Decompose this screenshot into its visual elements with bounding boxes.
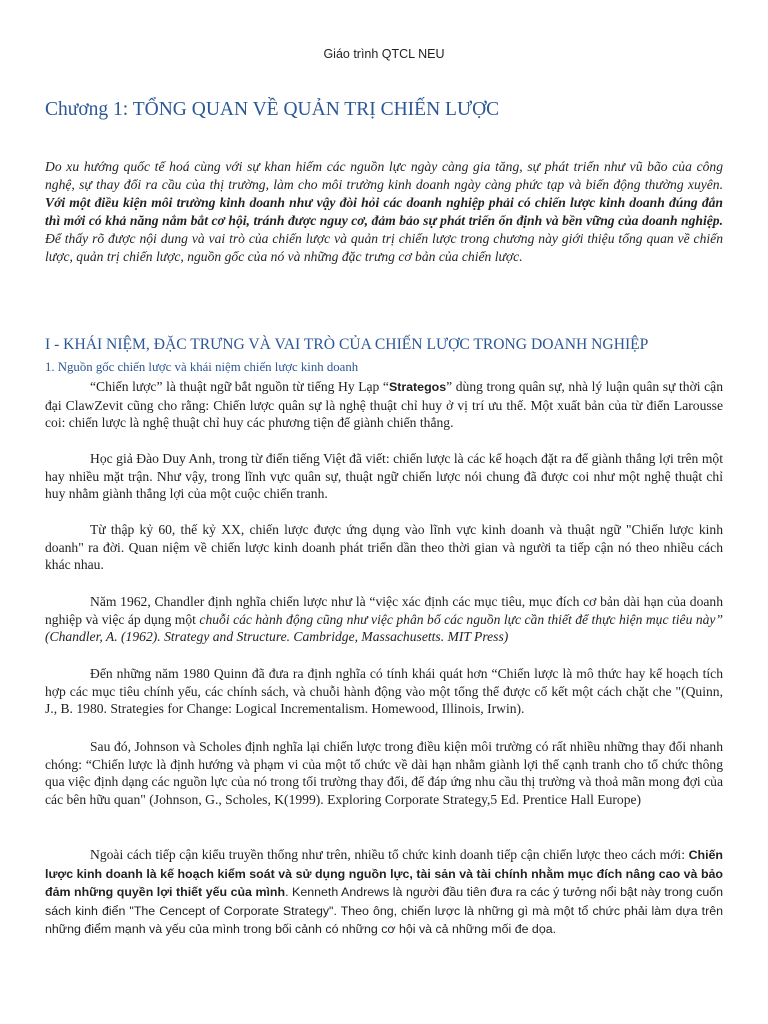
- intro-text-2: Để thấy rõ được nội dung và vai trò của chiến lược và quản trị chiến lược trong chương này giới thiệu tổng quan về chiến lược, quản trị chiến lược, nguồn gốc của nó và những đặc trưng cơ bản của chiến lược.: [45, 231, 723, 264]
- paragraph-4: [45, 593, 723, 646]
- p4-text-a: Năm 1962, Chandler định nghĩa chiến lược như là “việc xác định các mục tiêu, mục đích cơ bản dài hạn của doanh nghiệp và việc áp dụng một: [45, 594, 723, 627]
- paragraph-3: Từ thập kỷ 60, thế kỷ XX, chiến lược được ứng dụng vào lĩnh vực kinh doanh và thuật ngữ "Chiến lược kinh doanh" ra đời. Quan niệm về chiến lược kinh doanh phát triển dần theo thời gian và người ta tiếp cận nó theo nhiều cách khác nhau.: [45, 522, 723, 573]
- intro-bold-text: Với một điều kiện môi trường kinh doanh như vậy đòi hỏi các doanh nghiệp phải có chiến lược kinh doanh đúng đắn thì mới có khả năng nắm bắt cơ hội, tránh được nguy cơ, đảm bảo sự phát triển ổn định và bền vững của doanh nghiệp.: [45, 195, 723, 228]
- p7-text-a: Ngoài cách tiếp cận kiểu truyền thống như trên, nhiều tổ chức kinh doanh tiếp cận chiến lược theo cách mới:: [90, 847, 689, 862]
- paragraph-7: [45, 846, 723, 939]
- paragraph-1: [45, 378, 723, 432]
- intro-text-1: Do xu hướng quốc tế hoá cùng với sự khan hiếm các nguồn lực ngày càng gia tăng, sự phát triển như vũ bão của công nghệ, sự thay đổi ra cầu của thị trường, làm cho môi trường kinh doanh ngày càng phức tạp và biến động thường xuyên.: [45, 159, 723, 192]
- subsection-heading: 1. Nguồn gốc chiến lược và khái niệm chiến lược kinh doanh: [45, 360, 359, 374]
- chapter-title: Chương 1: TỔNG QUAN VỀ QUẢN TRỊ CHIẾN LƯỢC: [45, 99, 500, 120]
- p1-text-b: ” dùng trong quân sự, nhà lý luận quân sự thời cận đại ClawZevit cũng cho rằng: Chiến lược quân sự là nghệ thuật chỉ huy ở vị trí ưu thế. Một xuất bản của từ điển Larousse coi: chiến lược là nghệ thuật chỉ huy các phương tiện để giành chiến thắng.: [45, 379, 723, 431]
- p7-bold-definition: Chiến lược kinh doanh là kế hoạch kiểm soát và sử dụng nguồn lực, tài sản và tài chính nhằm mục đích nâng cao và bảo đảm những quyền lợi thiết yếu của mình: [45, 848, 723, 900]
- section-heading: I - KHÁI NIỆM, ĐẶC TRƯNG VÀ VAI TRÒ CỦA CHIẾN LƯỢC TRONG DOANH NGHIỆP: [45, 336, 649, 353]
- paragraph-6: Sau đó, Johnson và Scholes định nghĩa lại chiến lược trong điều kiện môi trường có rất nhiều những thay đổi nhanh chóng: “Chiến lược là định hướng và phạm vi của một tổ chức về dài hạn nhằm giành lợi thế cạnh tranh cho tổ chức thông qua việc định dạng các nguồn lực của nó trong tối trường thay đổi, để đáp ứng nhu cầu thị trường và thoả mãn mong đợi của các bên hữu quan" (Johnson, G., Scholes, K(1999). Exploring Corporate Strategy,5 Ed. Prentice Hall Europe): [45, 739, 723, 807]
- p1-bold-term: Strategos: [388, 380, 447, 394]
- paragraph-5: Đến những năm 1980 Quinn đã đưa ra định nghĩa có tính khái quát hơn “Chiến lược là mô thức hay kế hoạch tích hợp các mục tiêu chính yếu, các chính sách, và chuỗi hành động vào một tổng thể được cố kết một cách chặt che "(Quinn, J., B. 1980. Strategies for Change: Logical Incrementalism. Homewood, Illinois, Irwin).: [45, 666, 723, 717]
- intro-paragraph: [45, 158, 723, 266]
- p4-italic-text: chuỗi các hành động cũng như việc phân bổ các nguồn lực cần thiết để thực hiện mục tiêu này” (Chandler, A. (1962). Strategy and Structure. Cambridge, Massachusetts. MIT Press): [45, 611, 724, 645]
- p1-text-a: “Chiến lược” là thuật ngữ bắt nguồn từ tiếng Hy Lạp “: [90, 379, 389, 394]
- p7-text-b: . Kenneth Andrews là người đầu tiên đưa ra các ý tưởng nổi bật này trong cuốn sách kinh điển "The Cencept of Corporate Strategy". Theo ông, chiến lược là những gì mà một tổ chức phải làm dựa trên những điểm mạnh và yếu của mình trong bối cảnh có những cơ hội và cả những mối đe dọa.: [45, 885, 723, 937]
- paragraph-2: Học giả Đào Duy Anh, trong từ điển tiếng Việt đã viết: chiến lược là các kế hoạch đặt ra để giành thắng lợi trên một hay nhiều mặt trận. Như vậy, trong lĩnh vực quân sự, thuật ngữ chiến lược nói chung đã được coi như một nghệ thuật chỉ huy nhằm giành thắng lợi của một cuộc chiến tranh.: [45, 451, 723, 502]
- running-header: Giáo trình QTCL NEU: [323, 47, 445, 61]
